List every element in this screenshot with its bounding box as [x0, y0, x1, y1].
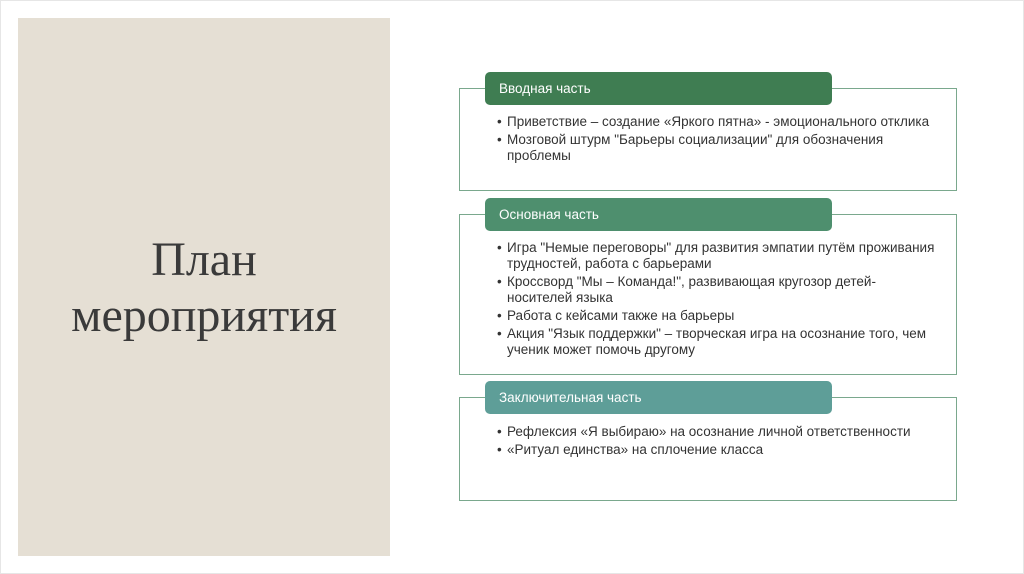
list-item: • «Ритуал единства» на сплочение класса [497, 442, 937, 458]
section-intro-header: Вводная часть [485, 72, 832, 105]
section-final-list [497, 424, 937, 460]
list-item: • Акция "Язык поддержки" – творческая игра на осознание того, чем ученик может помочь другому [497, 326, 937, 358]
section-main-header: Основная часть [485, 198, 832, 231]
section-final-header: Заключительная часть [485, 381, 832, 414]
list-item: • Рефлексия «Я выбираю» на осознание личной ответственности [497, 424, 937, 440]
list-item: • Мозговой штурм "Барьеры социализации" для обозначения проблемы [497, 132, 937, 164]
list-item: • Приветствие – создание «Яркого пятна» - эмоционального отклика [497, 114, 937, 130]
list-item: • Кроссворд "Мы – Команда!", развивающая кругозор детей-носителей языка [497, 274, 937, 306]
list-item: • Работа с кейсами также на барьеры [497, 308, 937, 324]
list-item: • Игра "Немые переговоры" для развития эмпатии путём проживания трудностей, работа с барьерами [497, 240, 937, 272]
section-intro-list [497, 114, 937, 166]
slide-title-line-2: мероприятия [71, 289, 337, 342]
slide-title [18, 232, 390, 344]
slide-title-line-1: План [151, 233, 257, 286]
section-main-list [497, 240, 937, 360]
